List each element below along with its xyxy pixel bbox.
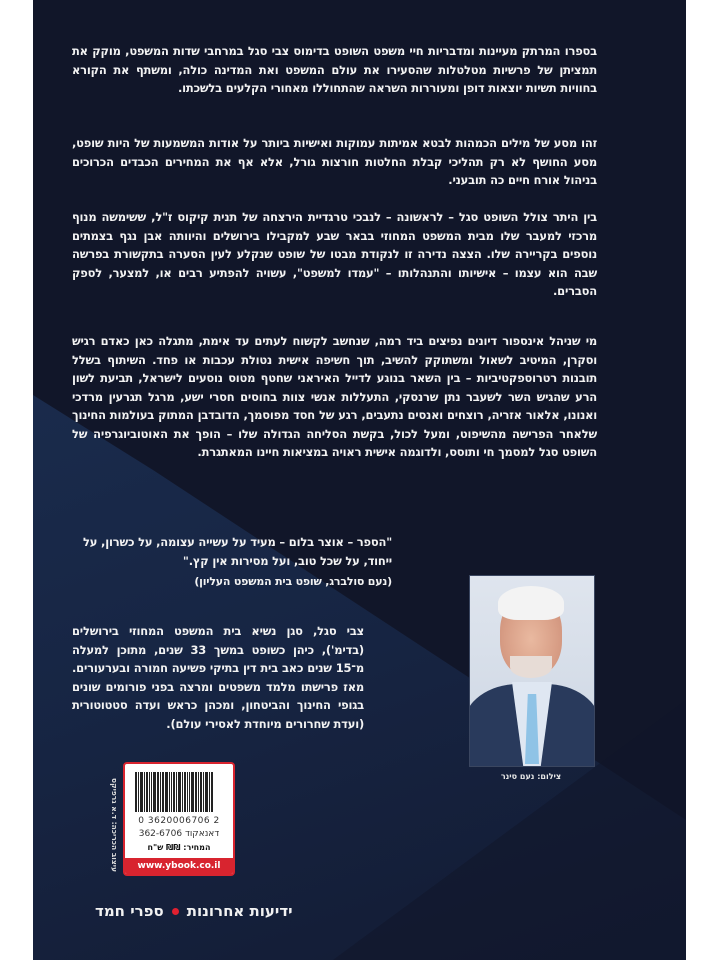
separator-dot-icon — [172, 908, 179, 915]
danacode: דאנאקוד 362-6706 — [138, 829, 220, 839]
photo-hair — [498, 586, 564, 620]
endorsement-source: (נעם סולברג, שופט בית המשפט העליון) — [194, 575, 392, 588]
isbn-number: 0 3620006706 2 — [138, 816, 220, 826]
publisher-name-secondary: ספרי חמד — [95, 902, 164, 920]
barcode-label — [123, 762, 235, 876]
publisher-website: www.ybook.co.il — [125, 858, 233, 874]
publisher-logo — [95, 902, 293, 920]
blurb-paragraph-4: מי שניהל אינספור דיונים נפיצים ביד רמה, שנחשב לקשוח לעתים עד אימת, מתגלה כאן כאדם רגיש וסקרן, המיטיב לשאול ומשתוקק להשיב, תוך חשיפה אישית נטולת עכבות או פחד. השיתוף בשלל תובנות רטרוספקטיביות – בין השאר בנוגע לדייל האיראני שחטף מטוס נוסעים לישראל, תביעת לשון הרע שהגיש השר לשעבר נתן שרנסקי, התעללות אנשי צוות בחוסים חסרי ישע, מרגל תגרעין מרדכי ואנונו, אלאור אזריה, רוצחים ואנסים נתעבים, רגע של חסד מפוסמך, הדובדבן המתוק בעולמות החינוך שלאחר הפרישה מהשיפוט, ומעל לכול, בקשת הסליחה הגדולה שלו – הופך את האוטוביוגרפיה של השופט סגל למסמך חי ותוסס, ולדוגמה אישית ראויה במציאות חיינו המאתגרת. — [72, 334, 597, 459]
barcode-icon — [135, 772, 221, 812]
photo-beard — [510, 656, 552, 678]
endorsement-quote: "הספר – אוצר בלום – מעיד על עשייה עצומה, על כשרון, על ייחוד, על שכל טוב, ועל מסירות אין קץ." — [83, 535, 392, 568]
price-label: המחיר: ₪₪ ש"ח — [147, 843, 211, 852]
author-bio: צבי סגל, סגן נשיא בית המשפט המחוזי בירושלים (בדימ'), כיהן כשופט במשך 33 שנים, מתוכן למעלה מ־15 שנים כאב בית דין בתיקי פשיעה חמורה ובערעורים. מאז פרישתו מלמד משפטים ומרצה בפני פורומים שונים בגופי החינוך והביטחון, ומכהן כראש ועדה סטטוטורית (ועדת שחרורים מיוחדת לאסירי עולם). — [72, 624, 364, 731]
cover-design-credit: עיצוב הכריכה: ד.א גרפיקס — [110, 778, 119, 872]
photo-credit: צילום: נעם סינר — [500, 772, 562, 781]
blurb-paragraph-2: זהו מסע של מילים הכמהות לבטא אמיתות עמוקות ואישיות ביותר על אודות המשמעות של היות שופט, מסע החושף לא רק תהליכי קבלת החלטות חורצות גורל, אלא אף את המחירים הכבדים הכרוכים בניהול אורח חיים כה תובעני. — [72, 136, 597, 187]
blurb-paragraph-3: בין היתר צולל השופט סגל – לראשונה – לנבכי טרגדיית הירצחה של תנית קיקוס ז"ל, ששימשה מנוף מרכזי למעבר שלו מבית המשפט המחוזי בבאר שבע למקבילו בירושלים והיוותה אבן נגף בצמתים נוספים בקריירה שלו. הצצה נדירה זו לנקודת מבטו של שופט שנקלע לעין הסערה בתקשורת בפרשה שבה הוא עצמו – אישיותו והתנהלותו – "עמדו למשפט", עשויה להפתיע רבים או, למצער, לספק הסברים. — [72, 210, 597, 298]
author-photo — [469, 575, 595, 767]
publisher-name-primary: ידיעות אחרונות — [186, 902, 293, 920]
blurb-paragraph-1: בספרו המרתק מעיינות ומדבריות חיי משפט השופט בדימוס צבי סגל במרחבי שדות המשפט, מוקק את תמציתן של פרשיות מטלטלות שהסעירו את עולם המשפט ואת המדינה כולה, ומשתף את הקורא בחוויות תשיות יוצאות דופן ומעוררות השראה שהתחוללו מאחורי הקלעים בלשכתו. — [72, 44, 597, 95]
book-back-cover — [33, 0, 686, 960]
